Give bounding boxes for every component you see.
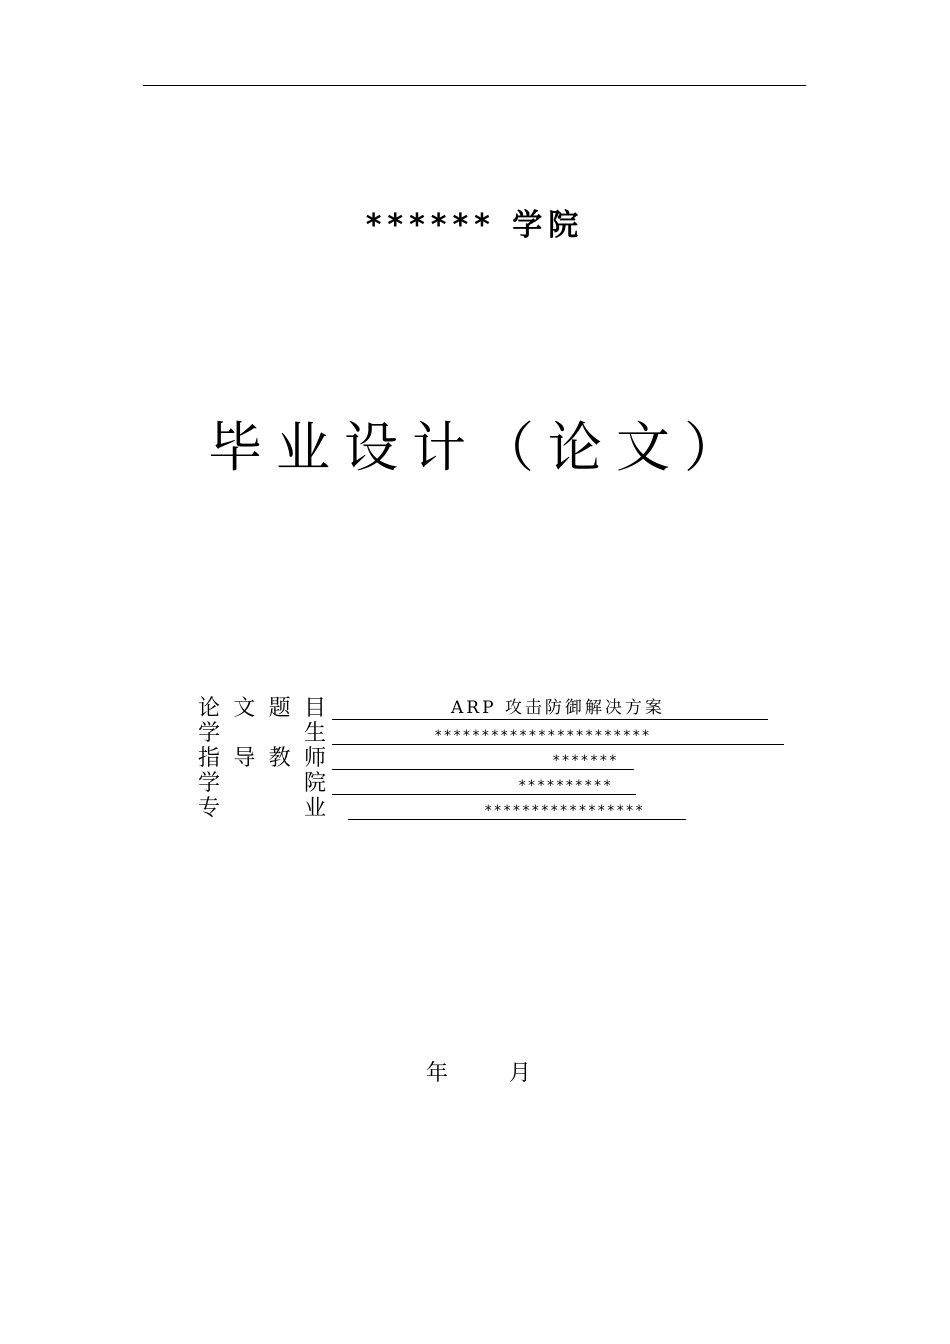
thesis-title-value: ARP 攻击防御解决方案 bbox=[451, 698, 665, 718]
label-char: 指 bbox=[198, 746, 221, 771]
field-label-college bbox=[198, 772, 326, 796]
student-value: *********************** bbox=[434, 728, 651, 744]
advisor-value: ******* bbox=[552, 753, 619, 769]
label-char: 导 bbox=[233, 746, 256, 771]
college-value: ********** bbox=[518, 778, 613, 794]
field-row-college bbox=[0, 772, 950, 796]
field-label-advisor bbox=[198, 747, 326, 771]
field-label-major bbox=[198, 797, 326, 821]
label-char: 师 bbox=[303, 746, 326, 771]
label-char: 文 bbox=[233, 696, 256, 721]
field-row-thesis-title bbox=[0, 697, 950, 721]
field-row-student bbox=[0, 722, 950, 746]
field-label-thesis-title bbox=[198, 697, 326, 721]
year-label: 年 bbox=[426, 1061, 449, 1086]
date-line bbox=[0, 1056, 950, 1086]
document-title: 毕业设计（论文） bbox=[208, 416, 752, 479]
field-row-major bbox=[0, 797, 950, 821]
label-char: 教 bbox=[268, 746, 291, 771]
header-rule bbox=[143, 85, 806, 86]
month-label: 月 bbox=[509, 1061, 532, 1086]
field-row-advisor bbox=[0, 747, 950, 771]
label-char: 题 bbox=[268, 696, 291, 721]
label-char: 论 bbox=[198, 696, 221, 721]
label-char: 目 bbox=[303, 696, 326, 721]
label-char: 业 bbox=[303, 796, 326, 821]
label-char: 学 bbox=[198, 721, 221, 746]
label-char: 生 bbox=[303, 721, 326, 746]
field-label-student bbox=[198, 722, 326, 746]
label-char: 专 bbox=[198, 796, 221, 821]
major-value: ***************** bbox=[484, 803, 645, 819]
college-name: ****** 学院 bbox=[365, 208, 585, 243]
label-char: 院 bbox=[303, 771, 326, 796]
label-char: 学 bbox=[198, 771, 221, 796]
